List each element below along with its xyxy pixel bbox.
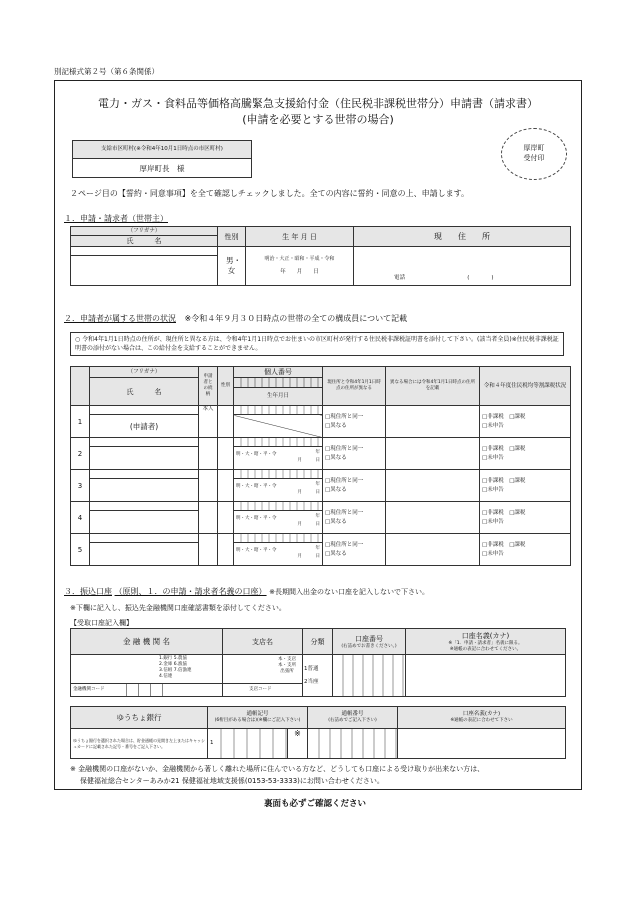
passbook-number-note: (右詰めでご記入下さい) <box>328 718 377 723</box>
section3-instruction: ※下欄に記入し、振込先金融機関口座確認書類を添付してください。 <box>70 604 286 612</box>
member-prev-address[interactable] <box>386 502 480 534</box>
member-mynumber[interactable] <box>234 438 323 447</box>
branch-header: 支店名 <box>223 629 303 655</box>
account-number-header <box>333 629 406 655</box>
bank-account-table <box>70 628 566 697</box>
bank-code-label: 金融機関コード <box>73 687 105 692</box>
dob-year: 年 <box>315 514 320 519</box>
member-relation[interactable] <box>199 502 218 534</box>
dob-eras: 明・大・昭・平・令 <box>236 548 277 553</box>
municipality-box <box>72 140 252 178</box>
dob-md: 月 日 <box>297 458 320 463</box>
member-address-check[interactable] <box>323 502 386 534</box>
account-number-input[interactable] <box>333 655 406 697</box>
account-type-option[interactable]: 1普通 <box>304 665 319 672</box>
diff-option[interactable]: □異なる <box>325 550 347 557</box>
bank-type-list <box>159 656 219 680</box>
dob-header: 生 年 月 日 <box>246 227 354 247</box>
bank-type-option[interactable]: 4.信連 <box>159 674 173 679</box>
account-box-label: 【受取口座記入欄】 <box>70 619 133 627</box>
same-option[interactable]: □現住所と同一 <box>325 477 364 484</box>
branch-input[interactable] <box>223 655 303 697</box>
member-furigana[interactable] <box>90 406 199 415</box>
type-header: 分類 <box>303 629 333 655</box>
member-address-check[interactable] <box>323 534 386 566</box>
member-relation[interactable] <box>199 470 218 502</box>
tax-options[interactable]: □非課税 □課税 <box>482 445 526 452</box>
applicant-table <box>70 226 571 286</box>
member-tax-status[interactable] <box>480 470 571 502</box>
dob-eras: 明治・大正・昭和・平成・令和 <box>264 256 335 262</box>
address-input[interactable] <box>354 247 571 286</box>
row-number: 5 <box>71 534 90 566</box>
dob-eras: 明・大・昭・平・令 <box>236 484 277 489</box>
account-number-note: (右詰めでお書きください。) <box>341 643 397 649</box>
member-address-check[interactable] <box>323 438 386 470</box>
passbook-number-header <box>308 707 398 729</box>
member-furigana[interactable] <box>90 502 199 511</box>
bank-type-option[interactable]: 6.漁協 <box>173 662 188 667</box>
member-furigana[interactable] <box>90 534 199 543</box>
diff-option[interactable]: □異なる <box>325 454 347 461</box>
member-name[interactable]: (申請者) <box>90 415 199 438</box>
branch-type-option[interactable]: 本・支店 <box>278 657 296 662</box>
form-number: 別記様式第２号（第６条関係） <box>54 67 159 76</box>
member-mynumber[interactable] <box>234 502 323 511</box>
member-dob[interactable] <box>234 415 323 438</box>
member-name[interactable] <box>90 543 199 566</box>
member-dob[interactable] <box>234 543 323 566</box>
col-relation: 申請者との続柄 <box>199 367 218 406</box>
member-tax-status[interactable] <box>480 534 571 566</box>
dob-eras: 明・大・昭・平・令 <box>236 516 277 521</box>
holder-header <box>406 629 566 655</box>
form-subtitle: (申請を必要とする世帯の場合) <box>242 113 394 126</box>
diff-option[interactable]: □異なる <box>325 518 347 525</box>
dob-year: 年 <box>315 482 320 487</box>
member-gender[interactable] <box>218 502 234 534</box>
col-diff: 異なる場合には令和4年1月1日時点の住所を記載 <box>386 367 480 406</box>
branch-code-row <box>223 683 302 696</box>
col-dob: 生年月日 <box>234 388 323 406</box>
member-gender[interactable] <box>218 406 234 438</box>
section3-note: ※長期間入出金のない口座を記入しないで下さい。 <box>269 588 429 596</box>
passbook-number-label: 通帳番号 <box>341 711 364 717</box>
member-name[interactable] <box>90 479 199 502</box>
section2-note: ※令和４年９月３０日時点の世帯の全ての構成員について記載 <box>184 314 408 323</box>
member-name[interactable] <box>90 447 199 470</box>
row-number: 3 <box>71 470 90 502</box>
footnote-line1: ※ 金融機関の口座がないか、金融機関から著しく離れた場所に住んでいる方など、どうしても口座による受け取りが出来ない方は、 <box>70 765 485 773</box>
address-header: 現 住 所 <box>354 227 571 247</box>
member-address-check[interactable] <box>323 470 386 502</box>
holder-input[interactable] <box>406 655 566 697</box>
yucho-bank-header: ゆうちょ銀行 <box>71 707 208 729</box>
same-option[interactable]: □現住所と同一 <box>325 541 364 548</box>
member-mynumber[interactable] <box>234 406 323 415</box>
member-dob[interactable] <box>234 479 323 502</box>
member-relation[interactable] <box>199 438 218 470</box>
passbook-number-input[interactable] <box>308 729 398 759</box>
undeclared-option[interactable]: □未申告 <box>482 486 504 493</box>
stamp-label: 受付印 <box>523 154 545 162</box>
municipality-header: 支給市区町村(※令和4年10月1日時点の市区町村) <box>73 141 251 159</box>
col-furigana: （フリガナ） <box>90 367 199 378</box>
passbook-mark-prefix: 1 <box>210 740 214 746</box>
col-mynumber: 個人番号 <box>234 367 323 378</box>
phone-label: 電話 <box>394 275 406 281</box>
same-option[interactable]: □現住所と同一 <box>325 413 364 420</box>
bank-type-option[interactable]: 5.農協 <box>173 656 188 661</box>
same-option[interactable]: □現住所と同一 <box>325 509 364 516</box>
yucho-holder-input[interactable] <box>398 729 566 759</box>
undeclared-option[interactable]: □未申告 <box>482 454 504 461</box>
yucho-table <box>70 706 566 759</box>
bank-code-row <box>71 683 222 696</box>
mynumber-cells <box>234 378 323 388</box>
footnote-line2: 保健福祉総合センターあみか21 保健福祉地域支援係(0153-53-3333)にお問い合わせください。 <box>80 777 384 785</box>
member-tax-status[interactable] <box>480 438 571 470</box>
stamp-town: 厚岸町 <box>523 144 545 152</box>
member-relation[interactable] <box>199 534 218 566</box>
yucho-holder-header <box>398 707 566 729</box>
section2-title: ２．申請者が属する世帯の状況 <box>64 314 176 323</box>
tax-options[interactable]: □非課税 □課税 <box>482 541 526 548</box>
dob-md: 月 日 <box>297 522 320 527</box>
member-dob[interactable] <box>234 511 323 534</box>
furigana-label: （フリガナ） <box>71 227 218 236</box>
section2-heading <box>64 313 407 324</box>
dob-md: 月 日 <box>297 490 320 495</box>
diff-option[interactable]: □異なる <box>325 422 347 429</box>
section2-notice: ○ 令和4年1月1日時点の住所が、現住所と異なる方は、令和4年1月1日時点でお住まいの市区町村が発行する住民税非課税証明書を添付して下さい。(該当者全員)※住民税非課税証明書の添付がない場合は、この給付金を支給することができません。 <box>70 332 564 356</box>
pledge-text: ２ページ目の【誓約・同意事項】を全て確認しチェックしました。全ての内容に誓約・同意の上、申請します。 <box>70 189 469 198</box>
phone-parens: ( ) <box>467 275 494 281</box>
branch-type-list <box>278 657 296 675</box>
branch-type-option[interactable]: 出張所 <box>280 669 294 674</box>
col-same: 現住所と令和4年1月1日時点の住所が異なる <box>323 367 386 406</box>
member-mynumber[interactable] <box>234 534 323 543</box>
bank-code-input[interactable] <box>115 684 163 696</box>
dob-eras: 明・大・昭・平・令 <box>236 452 277 457</box>
passbook-mark-header <box>208 707 308 729</box>
yucho-holder-label: 口座名義(カナ) <box>462 711 501 717</box>
holder-note1: ※「1．申請・請求者」名義に限る。 <box>448 640 523 646</box>
row-number: 4 <box>71 502 90 534</box>
dob-md: 月 日 <box>297 554 320 559</box>
tax-options[interactable]: □非課税 □課税 <box>482 413 526 420</box>
member-tax-status[interactable] <box>480 502 571 534</box>
member-gender[interactable] <box>218 534 234 566</box>
passbook-mark-note: (6桁目がある場合は)(※欄にご記入下さい) <box>214 718 301 723</box>
branch-code-label: 支店コード <box>249 687 272 692</box>
holder-label: 口座名義(カナ) <box>461 631 510 640</box>
passbook-mark-label: 通帳記号 <box>246 711 269 717</box>
municipality-value[interactable]: 厚岸町長 様 <box>139 164 185 173</box>
bank-type-option[interactable]: 7.信漁連 <box>173 668 192 673</box>
name-label: 氏 名 <box>71 236 218 247</box>
name-input[interactable] <box>71 256 218 286</box>
col-gender: 性別 <box>218 367 234 406</box>
bank-type-option[interactable]: 2.金庫 <box>159 662 173 667</box>
dob-ymd: 年 月 日 <box>280 269 319 275</box>
same-option[interactable]: □現住所と同一 <box>325 445 364 452</box>
gender-select[interactable]: 男・女 <box>218 247 246 286</box>
dob-year: 年 <box>315 546 320 551</box>
branch-type-option[interactable]: 本・支所 <box>278 663 296 668</box>
member-furigana[interactable] <box>90 438 199 447</box>
yucho-description: ゆうちょ銀行を選択された場合は、貯金通帳の見開き左上またはキャッシュカードに記載された記号・番号をご記入下さい。 <box>71 729 208 759</box>
dob-input[interactable] <box>246 247 354 286</box>
passbook-mark-sixth[interactable]: ※ <box>288 729 308 759</box>
undeclared-option[interactable]: □未申告 <box>482 422 504 429</box>
section3-mid: （原則、１．の申請・請求者名義の口座） <box>114 587 267 596</box>
holder-note2: ※通帳の表記に合わせてください。 <box>449 646 522 652</box>
section3-title: ３．振込口座 <box>64 587 112 596</box>
passbook-mark-input[interactable] <box>208 729 288 759</box>
member-prev-address[interactable] <box>386 438 480 470</box>
footer-note: 裏面も必ずご確認ください <box>263 799 366 809</box>
member-relation: 本人 <box>199 406 218 438</box>
section1-heading: １．申請・請求者（世帯主） <box>64 214 168 223</box>
dob-year: 年 <box>315 450 320 455</box>
furigana-input[interactable] <box>71 247 218 256</box>
account-type-select[interactable] <box>303 655 333 697</box>
bank-type-option[interactable]: 1.銀行 <box>159 656 173 661</box>
yucho-holder-note: ※通帳の表記に合わせて下さい <box>450 718 513 723</box>
member-furigana[interactable] <box>90 470 199 479</box>
tax-options[interactable]: □非課税 □課税 <box>482 509 526 516</box>
account-type-option[interactable]: 2当座 <box>304 678 319 685</box>
member-prev-address[interactable] <box>386 406 480 438</box>
member-prev-address[interactable] <box>386 534 480 566</box>
member-mynumber[interactable] <box>234 470 323 479</box>
bank-name-header: 金 融 機 関 名 <box>71 629 223 655</box>
member-tax-status[interactable] <box>480 406 571 438</box>
member-prev-address[interactable] <box>386 470 480 502</box>
form-title: 電力・ガス・食料品等価格高騰緊急支援給付金（住民税非課税世帯分）申請書（請求書） <box>98 97 538 110</box>
member-name[interactable] <box>90 511 199 534</box>
row-number: 2 <box>71 438 90 470</box>
section3-heading <box>64 586 429 597</box>
reception-stamp <box>501 128 567 180</box>
col-tax: 令和４年度住民税均等割課税状況 <box>480 367 571 406</box>
member-address-check[interactable] <box>323 406 386 438</box>
diff-option[interactable]: □異なる <box>325 486 347 493</box>
account-number-label: 口座番号 <box>355 634 383 643</box>
tax-options[interactable]: □非課税 □課税 <box>482 477 526 484</box>
bank-name-input[interactable] <box>71 655 223 697</box>
undeclared-option[interactable]: □未申告 <box>482 518 504 525</box>
undeclared-option[interactable]: □未申告 <box>482 550 504 557</box>
member-dob[interactable] <box>234 447 323 470</box>
row-number: 1 <box>71 406 90 438</box>
bank-type-option[interactable]: 3.信組 <box>159 668 173 673</box>
gender-header: 性別 <box>218 227 246 247</box>
col-name: 氏 名 <box>90 378 199 406</box>
member-gender[interactable] <box>218 438 234 470</box>
household-table <box>70 366 571 566</box>
member-gender[interactable] <box>218 470 234 502</box>
